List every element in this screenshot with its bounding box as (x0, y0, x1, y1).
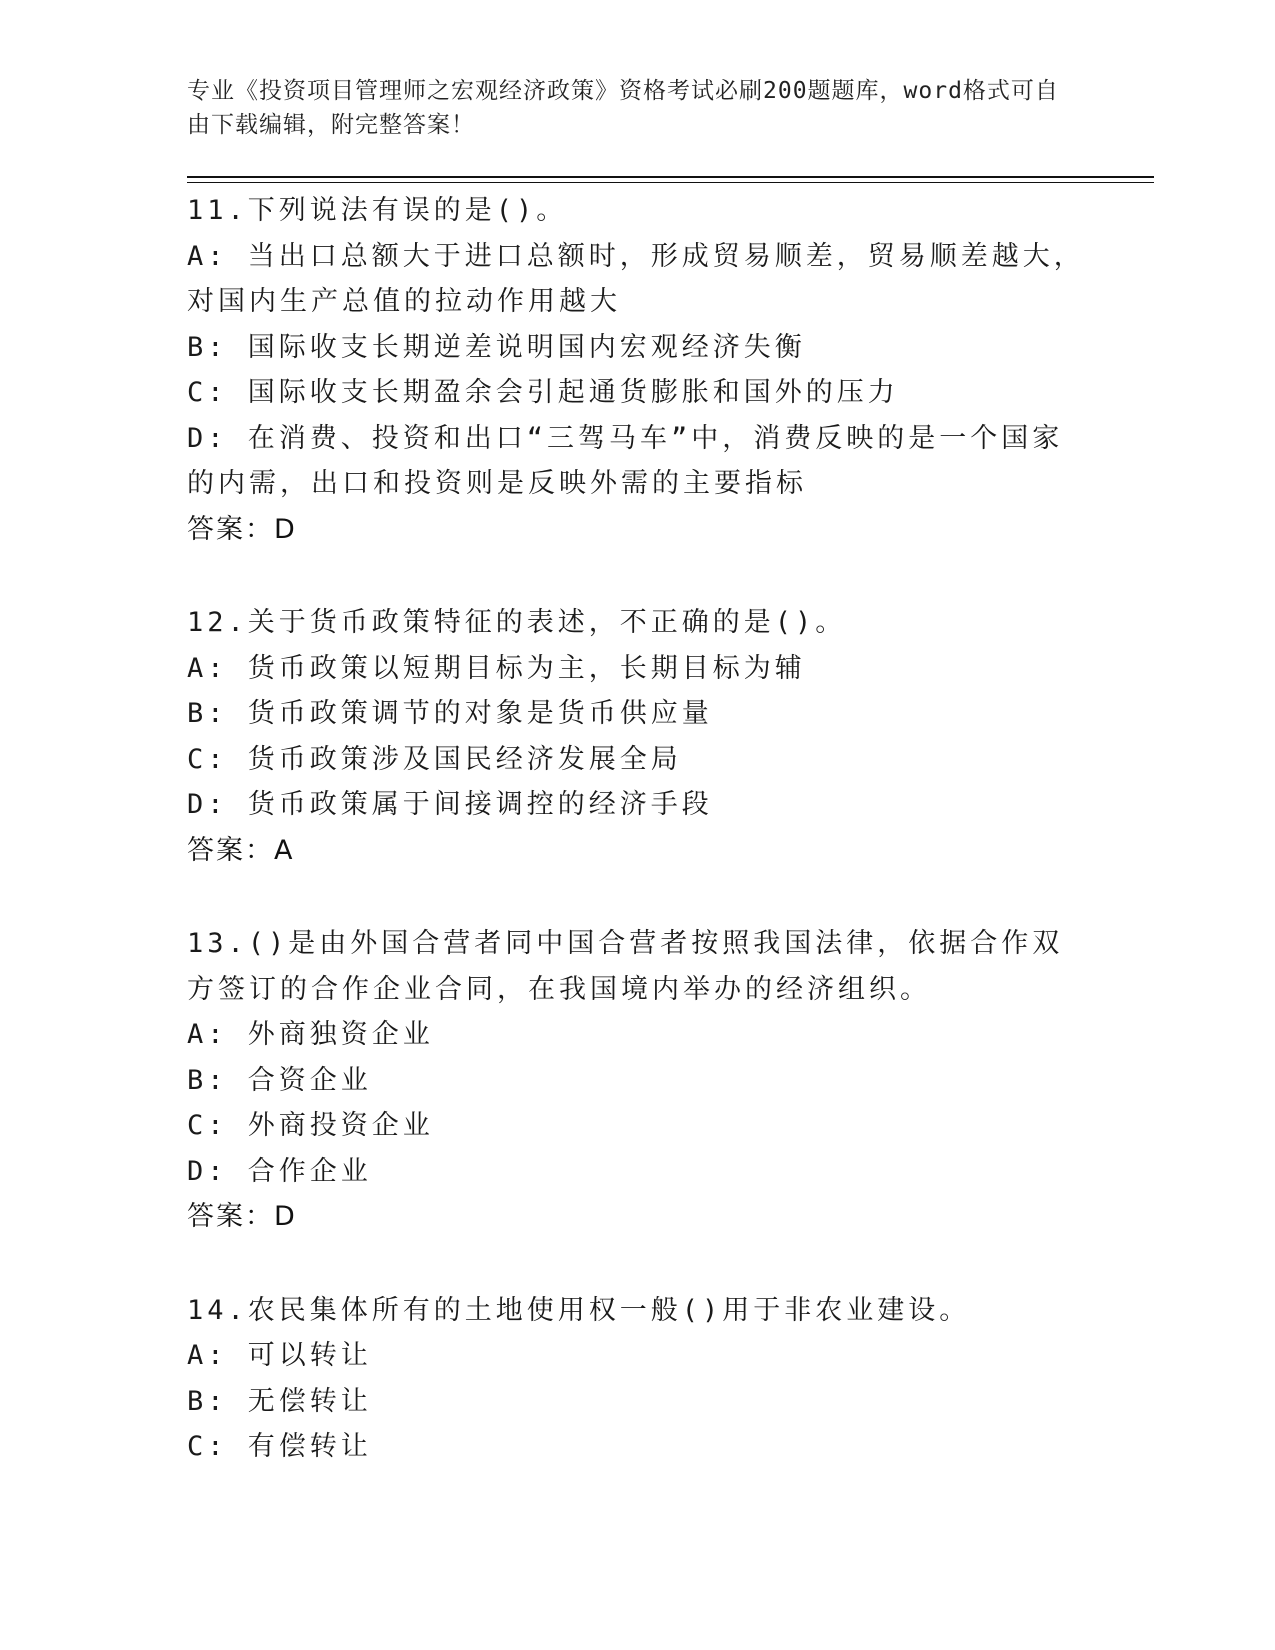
question-item (187, 188, 1087, 552)
option-c: C: 货币政策涉及国民经济发展全局 (187, 743, 682, 775)
question-stem: 13.()是由外国合营者同中国合营者按照我国法律，依据合作双方签订的合作企业合同，在我国境内举办的经济组织。 (187, 928, 1064, 1005)
question-item (187, 1288, 1087, 1470)
question-stem: 14.农民集体所有的土地使用权一般()用于非农业建设。 (187, 1294, 971, 1326)
question-item (187, 921, 1087, 1240)
option-b: B: 国际收支长期逆差说明国内宏观经济失衡 (187, 331, 806, 363)
option-c: C: 外商投资企业 (187, 1110, 434, 1141)
option-d: D: 合作企业 (187, 1155, 372, 1187)
document-header: 专业《投资项目管理师之宏观经济政策》资格考试必刷200题题库，word格式可自由下载编辑，附完整答案！ (187, 78, 1059, 138)
option-c: C: 国际收支长期盈余会引起通货膨胀和国外的压力 (187, 377, 899, 408)
question-item (187, 600, 1087, 873)
header-divider-thin (187, 182, 1154, 183)
option-c: C: 有偿转让 (187, 1431, 372, 1462)
question-stem: 12.关于货币政策特征的表述，不正确的是()。 (187, 607, 847, 638)
option-a: A: 当出口总额大于进口总额时，形成贸易顺差，贸易顺差越大，对国内生产总值的拉动作用越大 (187, 240, 1085, 317)
header-divider-thick (187, 176, 1154, 178)
option-a: A: 外商独资企业 (187, 1019, 434, 1050)
option-a: A: 货币政策以短期目标为主，长期目标为辅 (187, 652, 806, 684)
answer-line: 答案：D (187, 513, 297, 545)
question-stem: 11.下列说法有误的是()。 (187, 195, 568, 226)
option-a: A: 可以转让 (187, 1340, 372, 1371)
option-b: B: 合资企业 (187, 1064, 372, 1096)
answer-line: 答案：D (187, 1201, 297, 1232)
answer-line: 答案：A (187, 834, 295, 866)
option-b: B: 无偿转让 (187, 1385, 372, 1417)
option-b: B: 货币政策调节的对象是货币供应量 (187, 698, 713, 729)
option-d: D: 货币政策属于间接调控的经济手段 (187, 789, 713, 820)
option-d: D: 在消费、投资和出口“三驾马车”中，消费反映的是一个国家的内需，出口和投资则是反映外需的主要指标 (187, 422, 1064, 499)
question-list (187, 188, 1087, 1518)
